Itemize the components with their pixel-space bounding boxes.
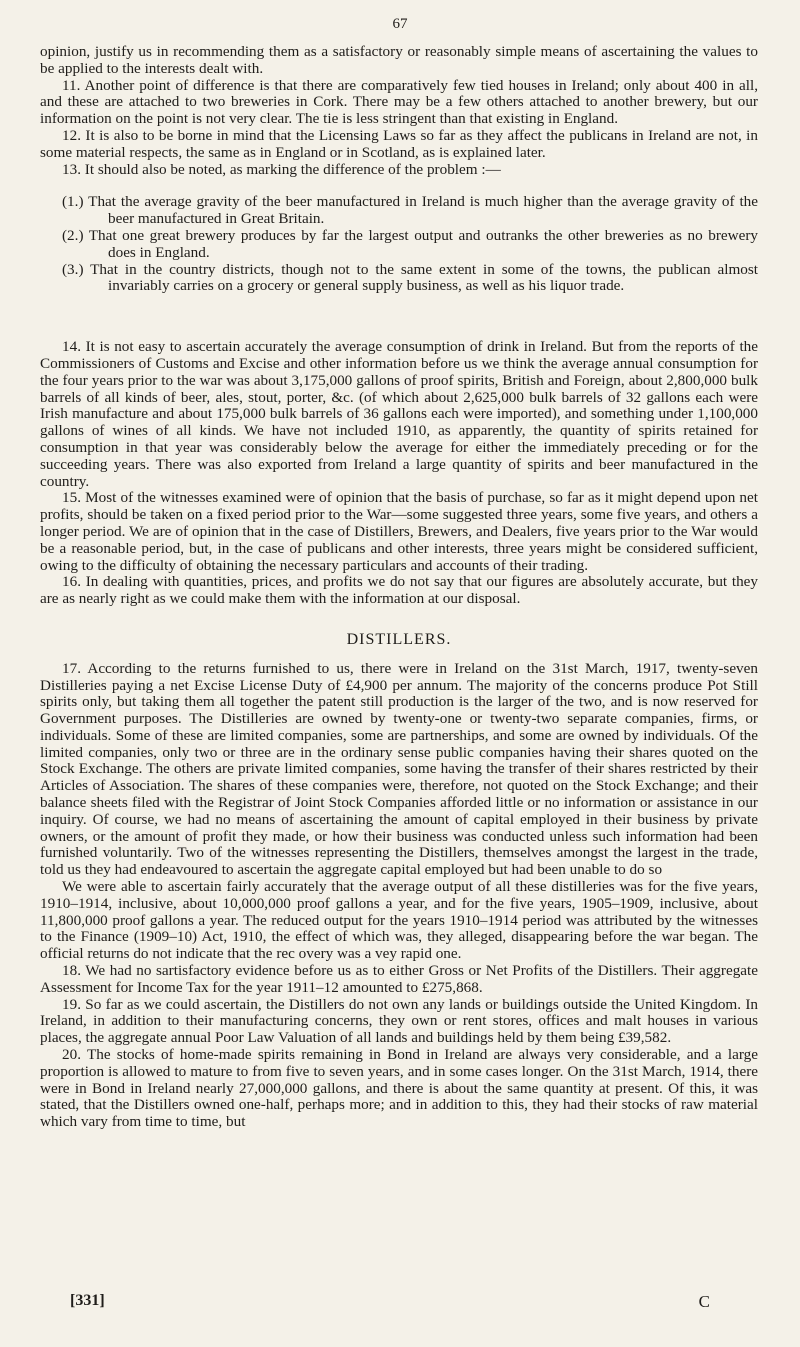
- paragraph-15: 15. Most of the witnesses examined were of opinion that the basis of purchase, so far as it might depend upon net profits, should be taken on a fixed period prior to the War—some suggested three years, some five years, and others a longer period. We are of opinion that in the case of Distillers, Brewers, and Dealers, five years prior to the War would be a reasonable period, but, in the case of publicans and other interests, three years might be considered sufficient, owing to the difficulty of obtaining the necessary particulars and accounts of their trading.: [40, 489, 758, 574]
- body-text: [40, 44, 758, 1131]
- paragraph-17: 17. According to the returns furnished to us, there were in Ireland on the 31st March, 1917, twenty-seven Distilleries paying a net Excise License Duty of £4,900 per annum. The majority of the concerns produce Pot Still spirits only, but taking them all together the patent still production is the larger of the two, and is now reserved for Government purposes. The Distilleries are owned by twenty-one or twenty-two separate companies, firms, or individuals. Some of these are limited companies, some are partnerships, and some are owned by individuals. Of the limited companies, only two or three are in the ordinary sense public companies having their shares quoted on the Stock Exchange. The others are private limited companies, some having the transfer of their shares restricted by their Articles of Association. The shares of these companies were, therefore, not quoted on the Stock Exchange; and their balance sheets filed with the Registrar of Joint Stock Companies afforded little or no information or assistance in our inquiry. Of course, we had no means of ascertaining the amount of capital employed in their business by private owners, or the amount of profit they made, or how their business was conducted unless such information had been furnished voluntarily. Two of the witnesses representing the Distillers, themselves amongst the largest in the trade, told us they had endeavoured to ascertain the aggregate capital employed but had been unable to do so: [40, 659, 758, 879]
- paragraph-continued: opinion, justify us in recommending them as a satisfactory or reasonably simple means of ascertaining the values to be applied to the interests dealt with.: [40, 43, 758, 77]
- paragraph-14: 14. It is not easy to ascertain accurately the average consumption of drink in Ireland. But from the reports of the Commissioners of Customs and Excise and other information before us we think the average annual consumption for the four years prior to the war was about 3,175,000 gallons of proof spirits, British and Foreign, about 2,800,000 bulk barrels of all kinds of beer, ales, stout, porter, &c. (of which about 2,625,000 bulk barrels of 32 gallons each were Irish manufacture and about 175,000 bulk barrels of 36 gallons each were imported), and something under 1,100,000 gallons of wines of all kinds. We have not included 1910, as apparently, the quantity of spirits retained for consumption in that year was considerably below the average for either the immediately preceding or for the succeeding years. There was also exported from Ireland a large quantity of spirits and beer manufactured in the country.: [40, 338, 758, 490]
- paragraph-16: 16. In dealing with quantities, prices, and profits we do not say that our figures are absolutely accurate, but they are as nearly right as we could make them with the information at our disposal.: [40, 573, 758, 608]
- print-reference: [331]: [70, 1292, 105, 1309]
- paragraph-11: 11. Another point of difference is that there are comparatively few tied houses in Ireland; only about 400 in all, and these are attached to two breweries in Cork. There may be a few others attached to another brewery, but our information on the point is not very clear. The tie is less stringent than that existing in England.: [40, 76, 758, 128]
- paragraph-19: 19. So far as we could ascertain, the Distillers do not own any lands or buildings outside the United Kingdom. In Ireland, in addition to their manufacturing concerns, they own or rent stores, offices and malt houses in various places, the aggregate annual Poor Law Valuation of all lands and buildings held by them being £39,582.: [40, 995, 758, 1047]
- paragraph-12: 12. It is also to be borne in mind that the Licensing Laws so far as they affect the publicans in Ireland are not, in some material respects, the same as in England or in Scotland, as is explained later.: [40, 126, 758, 161]
- spacer: [40, 311, 758, 339]
- paragraph-13: 13. It should also be noted, as marking the difference of the problem :—: [62, 160, 501, 178]
- paragraph-20: 20. The stocks of home-made spirits remaining in Bond in Ireland are always very considerable, and a large proportion is allowed to mature to from five to seven years, and in some cases longer. On the 31st March, 1914, there were in Bond in Ireland nearly 27,000,000 gallons, and there is about the same quantity at present. Of this, it was stated, that the Distillers owned one-half, perhaps more; and in addition to this, they had their stocks of raw material which vary from time to time, but: [40, 1046, 758, 1131]
- section-heading: DISTILLERS.: [346, 630, 452, 648]
- page-footer: [70, 1292, 710, 1314]
- page-number: 67: [392, 16, 408, 32]
- paragraph-17-continued: We were able to ascertain fairly accurately that the average output of all these distilleries was for the five years, 1910–1914, inclusive, about 10,000,000 proof gallons a year, and for the five years, 1905–1909, inclusive, about 11,800,000 proof gallons a year. The reduced output for the years 1910–1914 period was attributed by the witnesses to the Finance (1909–10) Act, 1910, the effect of which was, they alleged, disappearing before the war began. The official returns do not indicate that the rec overy was a vey rapid one.: [40, 878, 758, 963]
- signature-mark: C: [698, 1292, 710, 1311]
- difference-list: [40, 194, 758, 295]
- list-item: (2.) That one great brewery produces by far the largest output and outranks the other breweries as no brewery does in England.: [62, 226, 758, 261]
- list-item: (3.) That in the country districts, though not to the same extent in some of the towns, the publican almost invariably carries on a grocery or general supply business, as well as his liquor trade.: [62, 260, 758, 295]
- list-item: (1.) That the average gravity of the beer manufactured in Ireland is much higher than the average gravity of the beer manufactured in Great Britain.: [62, 193, 758, 228]
- paragraph-18: 18. We had no sartisfactory evidence before us as to either Gross or Net Profits of the Distillers. Their aggregate Assessment for Income Tax for the year 1911–12 amounted to £275,868.: [40, 962, 758, 996]
